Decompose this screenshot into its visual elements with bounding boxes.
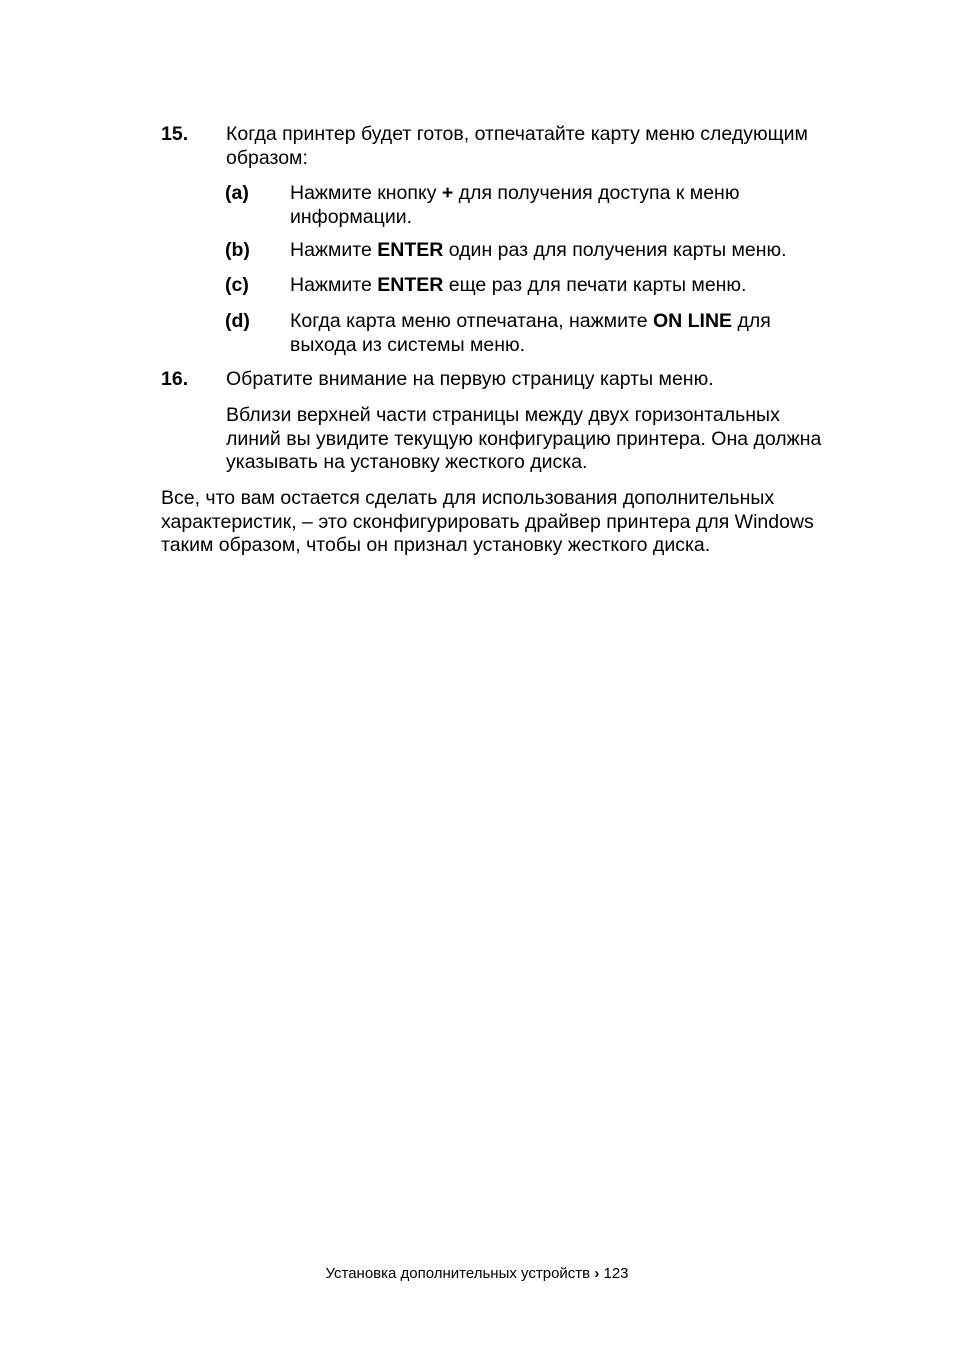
substep-letter: (c) [225,274,249,296]
key-label: + [441,182,454,204]
key-label: ENTER [377,239,444,261]
step-text: Обратите внимание на первую страницу карты меню. [226,368,714,390]
substep-text: Нажмите кнопку + для получения доступа к меню информации. [290,182,740,228]
substep-d [225,310,825,357]
footer-section-title: Установка дополнительных устройств [325,1265,591,1282]
page-footer [0,1264,954,1284]
page-number: 123 [603,1265,629,1282]
substep-letter: (d) [225,310,250,332]
footer-separator: › [594,1265,600,1282]
substep-c [225,274,825,298]
step-15 [161,123,831,170]
substep-letter: (b) [225,239,250,261]
key-label: ENTER [377,274,444,296]
key-label: ON LINE [652,310,733,332]
substep-letter: (a) [225,182,249,204]
step-text: Когда принтер будет готов, отпечатайте карту меню следующим образом: [226,123,808,169]
substep-a [225,182,825,229]
substep-text: Нажмите ENTER еще раз для печати карты меню. [290,274,747,296]
substep-b [225,239,825,263]
step-number: 15. [161,123,189,145]
step-number: 16. [161,368,189,390]
step-16 [161,368,831,392]
substep-text: Когда карта меню отпечатана, нажмите ON LINE для выхода из системы меню. [290,310,771,356]
step-16-note: Вблизи верхней части страницы между двух горизонтальных линий вы увидите текущую конфигурацию принтера. Она должна указывать на установку жесткого диска. [226,404,822,473]
substep-text: Нажмите ENTER один раз для получения карты меню. [290,239,787,261]
closing-paragraph: Все, что вам остается сделать для использования дополнительных характеристик, – это сконфигурировать драйвер принтера для Windows таким образом, чтобы он признал установку жесткого диска. [161,487,814,556]
